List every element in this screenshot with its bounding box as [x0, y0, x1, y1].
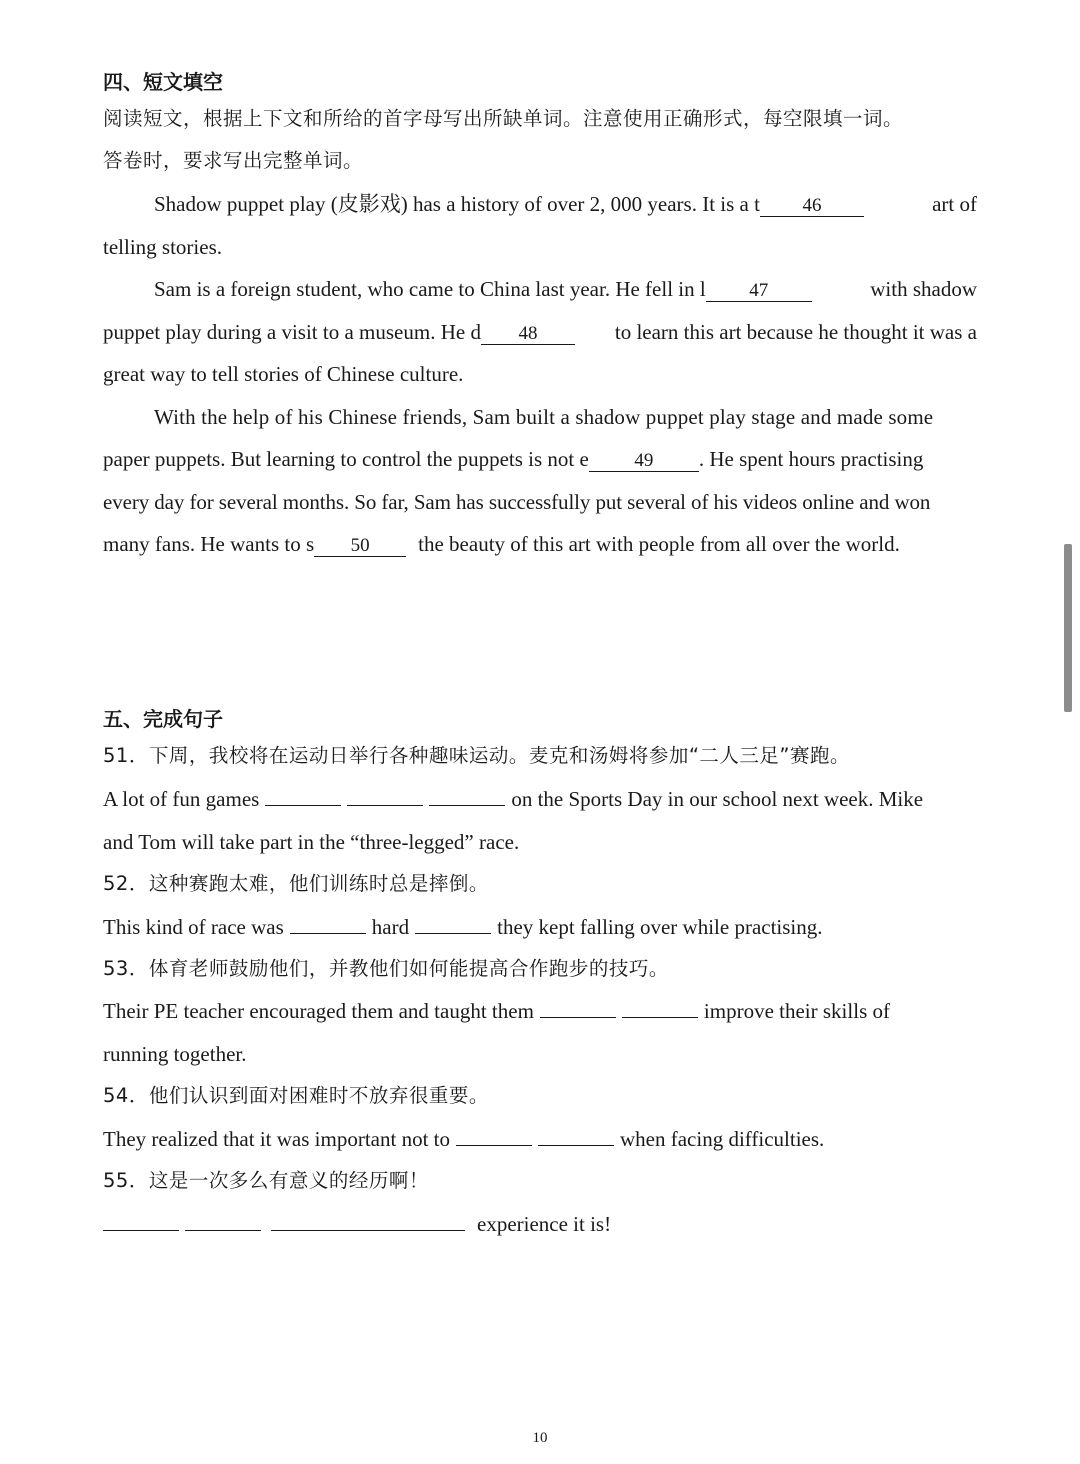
q54-text: They realized that it was important not to [103, 1127, 450, 1151]
q51-blank-3[interactable] [429, 787, 505, 806]
paragraph3-text-3: . He spent hours practising [698, 447, 924, 471]
paragraph2-line3: great way to tell stories of Chinese culture. [103, 362, 464, 386]
paragraph2-text: Sam is a foreign student, who came to China last year. He fell in l [154, 277, 706, 301]
blank-49[interactable]: 49 [589, 451, 699, 472]
q52-chinese: 52．这种赛跑太难，他们训练时总是摔倒。 [103, 872, 489, 895]
q55-blank-2[interactable] [185, 1212, 261, 1231]
paragraph2-line2 [103, 318, 977, 346]
q52-english [103, 913, 823, 941]
q53-text-2: improve their skills of [703, 999, 890, 1023]
section4-heading: 四、短文填空 [103, 70, 223, 94]
q53-chinese: 53．体育老师鼓励他们，并教他们如何能提高合作跑步的技巧。 [103, 957, 669, 980]
paragraph1-text-end: art of [932, 192, 977, 216]
q51-text: A lot of fun games [103, 787, 260, 811]
paragraph3-text-2: paper puppets. But learning to control the puppets is not e [103, 447, 589, 471]
q51-english-line1 [103, 785, 923, 813]
q53-english-line2: running together. [103, 1042, 247, 1066]
q51-text-2: on the Sports Day in our school next week. Mike [511, 787, 924, 811]
q55-text: experience it is! [477, 1212, 612, 1236]
paragraph3-line4 [103, 530, 900, 558]
q54-blank-2[interactable] [538, 1127, 614, 1146]
q52-text-2: hard [371, 915, 410, 939]
q53-blank-1[interactable] [540, 999, 616, 1018]
paragraph1-line2: telling stories. [103, 235, 222, 259]
q55-blank-3[interactable] [271, 1212, 465, 1231]
paragraph3-text-4: many fans. He wants to s [103, 532, 315, 556]
paragraph2-line1 [154, 275, 977, 303]
q51-english-line2: and Tom will take part in the “three-legged” race. [103, 830, 520, 854]
q51-blank-1[interactable] [265, 787, 341, 806]
q54-english [103, 1125, 824, 1153]
q52-blank-2[interactable] [415, 915, 491, 934]
q53-english-line1 [103, 997, 890, 1025]
blank-47[interactable]: 47 [706, 281, 812, 302]
q52-blank-1[interactable] [290, 915, 366, 934]
paragraph1-text: Shadow puppet play (皮影戏) has a history of over 2, 000 years. It is a t [154, 192, 760, 216]
blank-46[interactable]: 46 [760, 196, 864, 217]
paragraph3-text-5: the beauty of this art with people from all over the world. [418, 532, 900, 556]
paragraph3-line2 [103, 445, 977, 473]
q55-blank-1[interactable] [103, 1212, 179, 1231]
paragraph2-text-3: to learn this art because he thought it was a [614, 320, 977, 344]
q52-text-3: they kept falling over while practising. [497, 915, 823, 939]
section4-instruction-1: 阅读短文，根据上下文和所给的首字母写出所缺单词。注意使用正确形式，每空限填一词。 [103, 107, 904, 130]
paragraph1-line1 [154, 190, 977, 218]
q55-chinese: 55．这是一次多么有意义的经历啊！ [103, 1169, 429, 1192]
section4-instruction-2: 答卷时，要求写出完整单词。 [103, 149, 364, 172]
q53-text: Their PE teacher encouraged them and taught them [103, 999, 534, 1023]
paragraph2-text-end: with shadow [870, 277, 977, 301]
paragraph3-line1: With the help of his Chinese friends, Sam built a shadow puppet play stage and made some [154, 405, 934, 429]
q53-blank-2[interactable] [622, 999, 698, 1018]
scrollbar-thumb[interactable] [1064, 544, 1072, 712]
page-number: 10 [532, 1430, 548, 1446]
blank-50[interactable]: 50 [314, 536, 406, 557]
q51-chinese: 51．下周，我校将在运动日举行各种趣味运动。麦克和汤姆将参加“二人三足”赛跑。 [103, 744, 851, 767]
q54-blank-1[interactable] [456, 1127, 532, 1146]
q51-blank-2[interactable] [347, 787, 423, 806]
section5-heading: 五、完成句子 [103, 707, 223, 731]
paragraph2-text-2: puppet play during a visit to a museum. He d [103, 320, 481, 344]
q55-english [103, 1210, 611, 1238]
q52-text: This kind of race was [103, 915, 284, 939]
q54-text-2: when facing difficulties. [619, 1127, 825, 1151]
q54-chinese: 54．他们认识到面对困难时不放弃很重要。 [103, 1084, 489, 1107]
paragraph3-line3: every day for several months. So far, Sam has successfully put several of his videos online and won [103, 490, 931, 514]
blank-48[interactable]: 48 [481, 324, 575, 345]
